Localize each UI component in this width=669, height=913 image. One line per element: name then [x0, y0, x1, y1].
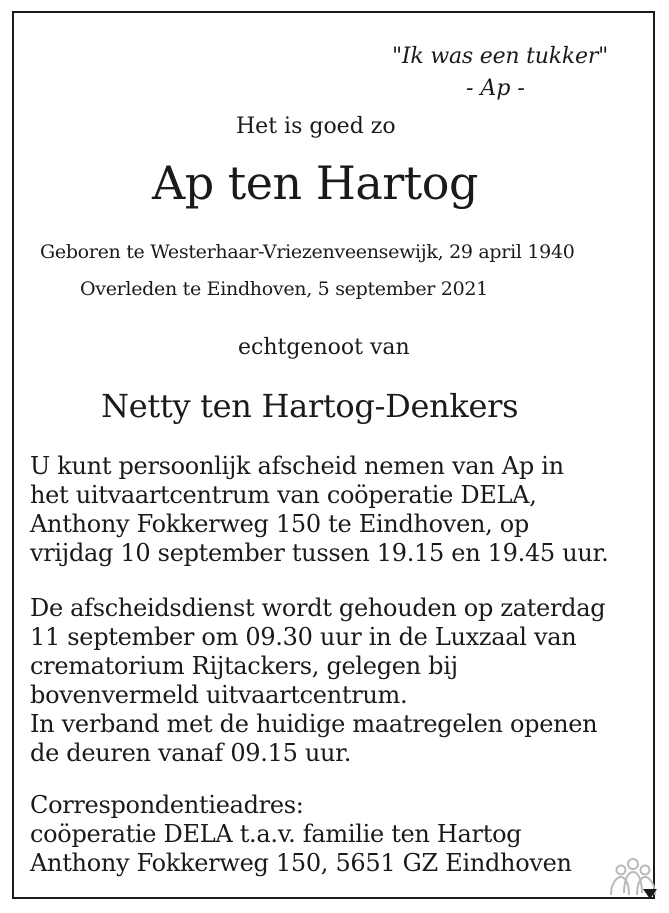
correspondence-paragraph	[30, 791, 572, 878]
motto-signature: - Ap -	[466, 76, 525, 101]
death-line: Overleden te Eindhoven, 5 september 2021	[80, 278, 488, 300]
motto-quote: "Ik was een tukker"	[392, 44, 609, 69]
paragraph-line: het uitvaartcentrum van coöperatie DELA,	[30, 481, 537, 509]
paragraph-line: Anthony Fokkerweg 150 te Eindhoven, op	[30, 510, 529, 538]
paragraph-line: coöperatie DELA t.a.v. familie ten Hartog	[30, 820, 522, 848]
intro-text: Het is goed zo	[236, 114, 396, 139]
paragraph-line: vrijdag 10 september tussen 19.15 en 19.45 uur.	[30, 539, 609, 567]
paragraph-line: In verband met de huidige maatregelen openen	[30, 710, 598, 738]
paragraph-line: 11 september om 09.30 uur in de Luxzaal van	[30, 623, 577, 651]
paragraph-line: De afscheidsdienst wordt gehouden op zaterdag	[30, 594, 606, 622]
deceased-name: Ap ten Hartog	[152, 156, 478, 210]
spouse-name: Netty ten Hartog-Denkers	[101, 387, 519, 425]
viewing-paragraph	[30, 452, 608, 568]
people-group-icon	[607, 855, 659, 901]
birth-line: Geboren te Westerhaar-Vriezenveensewijk, 29 april 1940	[40, 241, 575, 263]
paragraph-line: U kunt persoonlijk afscheid nemen van Ap in	[30, 452, 564, 480]
paragraph-line: bovenvermeld uitvaartcentrum.	[30, 681, 408, 709]
service-paragraph	[30, 594, 605, 768]
spouse-intro: echtgenoot van	[238, 335, 410, 360]
paragraph-line: crematorium Rijtackers, gelegen bij	[30, 652, 458, 680]
paragraph-line: Anthony Fokkerweg 150, 5651 GZ Eindhoven	[30, 849, 572, 877]
paragraph-line: de deuren vanaf 09.15 uur.	[30, 739, 352, 767]
paragraph-line: Correspondentieadres:	[30, 791, 304, 819]
